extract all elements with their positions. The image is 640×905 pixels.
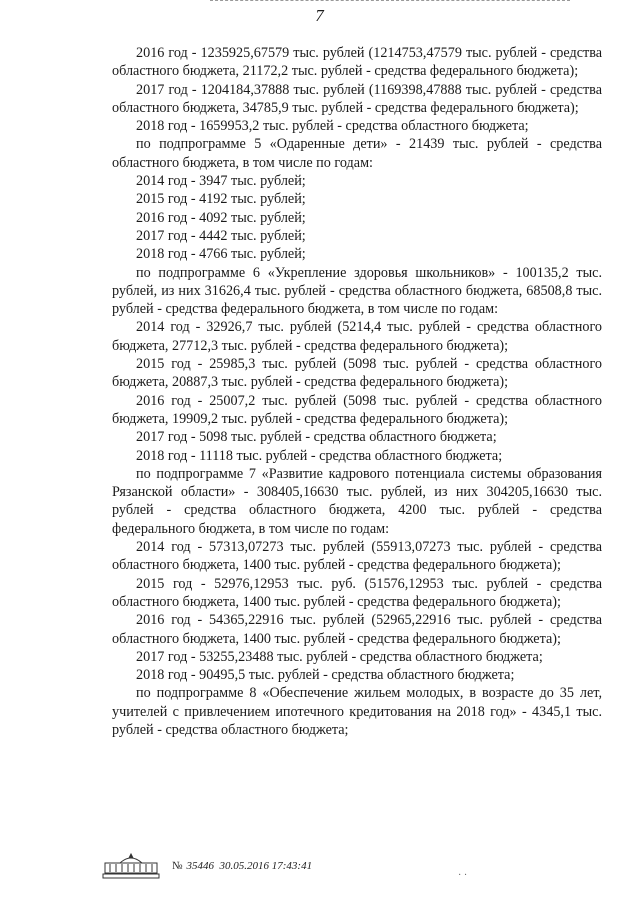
- paragraph: 2014 год - 32926,7 тыс. рублей (5214,4 тыс. рублей - средства областного бюджета, 27712,3 тыс. рублей - средства федерального бюджета);: [112, 319, 602, 354]
- paragraph: 2017 год - 1204184,37888 тыс. рублей (1169398,47888 тыс. рублей - средства областного бюджета, 34785,9 тыс. рублей - средства федерального бюджета);: [112, 81, 602, 116]
- paragraph: 2015 год - 25985,3 тыс. рублей (5098 тыс. рублей - средства областного бюджета, 20887,3 тыс. рублей - средства федерального бюджета);: [112, 356, 602, 391]
- registration-number: 35446: [186, 860, 214, 872]
- building-stamp-icon: [100, 851, 162, 881]
- scan-artifact: · ·: [458, 870, 468, 881]
- paragraph: по подпрограмме 8 «Обеспечение жильем молодых, в возрасте до 35 лет, учителей с привлечением ипотечного кредитования на 2018 год» - 4345,1 тыс. рублей - средства областного бюджета;: [112, 685, 602, 738]
- document-footer: [100, 851, 312, 881]
- paragraph: 2018 год - 1659953,2 тыс. рублей - средства областного бюджета;: [136, 118, 529, 135]
- paragraph: 2018 год - 11118 тыс. рублей - средства областного бюджета;: [136, 447, 503, 464]
- paragraph: 2018 год - 90495,5 тыс. рублей - средства областного бюджета;: [136, 667, 515, 684]
- registration-timestamp: 30.05.2016 17:43:41: [219, 860, 313, 872]
- paragraph: 2016 год - 25007,2 тыс. рублей (5098 тыс. рублей - средства областного бюджета, 19909,2 тыс. рублей - средства федерального бюджета);: [112, 392, 602, 427]
- paragraph: 2016 год - 4092 тыс. рублей;: [136, 209, 306, 226]
- paragraph: 2017 год - 5098 тыс. рублей - средства областного бюджета;: [136, 429, 497, 446]
- paragraph: 2015 год - 4192 тыс. рублей;: [136, 191, 306, 208]
- paragraph: 2014 год - 3947 тыс. рублей;: [136, 173, 306, 190]
- paragraph: по подпрограмме 6 «Укрепление здоровья школьников» - 100135,2 тыс. рублей, из них 31626,4 тыс. рублей - средства областного бюджета, 68508,8 тыс. рублей - средства федерального бюджета, в том числе по годам:: [112, 264, 602, 318]
- registration-stamp: № 35446 30.05.2016 17:43:41: [172, 860, 313, 872]
- paragraph: 2017 год - 4442 тыс. рублей;: [136, 227, 306, 244]
- paragraph: 2016 год - 54365,22916 тыс. рублей (52965,22916 тыс. рублей - средства областного бюджета, 1400 тыс. рублей - средства федерального бюджета);: [112, 612, 602, 647]
- paragraph: 2017 год - 53255,23488 тыс. рублей - средства областного бюджета;: [136, 648, 543, 665]
- paragraph: 2016 год - 1235925,67579 тыс. рублей (1214753,47579 тыс. рублей - средства областного бюджета, 21172,2 тыс. рублей - средства федерального бюджета);: [112, 45, 602, 80]
- paragraph: по подпрограмме 7 «Развитие кадрового потенциала системы образования Рязанской области» - 308405,16630 тыс. рублей, из них 304205,16630 тыс. рублей - средства областного бюджета, 4200 тыс. рублей - средства федерального бюджета, в том числе по годам:: [112, 465, 602, 537]
- page-top-edge: [210, 0, 570, 3]
- page-number: 7: [315, 6, 325, 25]
- paragraph: 2015 год - 52976,12953 тыс. руб. (51576,12953 тыс. рублей - средства областного бюджета, 1400 тыс. рублей - средства федерального бюджета);: [112, 575, 602, 610]
- paragraph: по подпрограмме 5 «Одаренные дети» - 21439 тыс. рублей - средства областного бюджета, в том числе по годам:: [112, 136, 602, 171]
- paragraph: 2018 год - 4766 тыс. рублей;: [136, 246, 306, 263]
- paragraph: 2014 год - 57313,07273 тыс. рублей (55913,07273 тыс. рублей - средства областного бюджета, 1400 тыс. рублей - средства федерального бюджета);: [112, 539, 602, 574]
- document-body: [112, 44, 602, 739]
